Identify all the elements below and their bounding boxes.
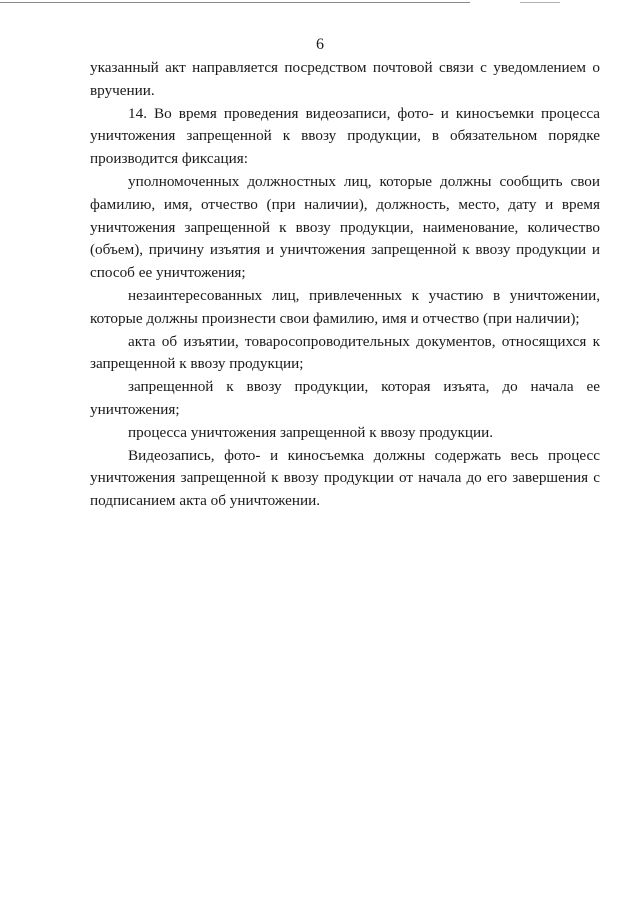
paragraph-continuation: указанный акт направляется посредством почтовой связи с уведомлением о вручении. [90, 59, 600, 99]
paragraph-video-requirements: Видеозапись, фото- и киносъемка должны содержать весь процесс уничтожения запрещенной к ввозу продукции от начала до его завершения с подписанием акта об уничтожении. [90, 446, 600, 510]
document-body [90, 57, 600, 513]
paragraph-destruction-process: процесса уничтожения запрещенной к ввозу продукции. [128, 423, 494, 441]
top-scan-edge-mark [520, 2, 560, 3]
page-number: 6 [316, 36, 324, 53]
paragraph-seized-products: запрещенной к ввозу продукции, которая изъята, до начала ее уничтожения; [90, 378, 600, 418]
paragraph-seizure-act: акта об изъятии, товаросопроводительных документов, относящихся к запрещенной к ввозу продукции; [90, 332, 600, 373]
paragraph-officials: уполномоченных должностных лиц, которые должны сообщить свои фамилию, имя, отчество (при наличии), должность, место, дату и время уничтожения запрещенной к ввозу продукции, наименование, количество (объем), причину изъятия и уничтожения запрещенной к ввозу продукции и способ ее уничтожения; [90, 172, 600, 282]
paragraph-witnesses: незаинтересованных лиц, привлеченных к участию в уничтожении, которые должны произнести свои фамилию, имя и отчество (при наличии); [90, 286, 600, 327]
top-scan-edge-line [0, 2, 470, 3]
paragraph-item-14: 14. Во время проведения видеозаписи, фото- и киносъемки процесса уничтожения запрещенной к ввозу продукции, в обязательном порядке производится фиксация: [90, 104, 600, 168]
